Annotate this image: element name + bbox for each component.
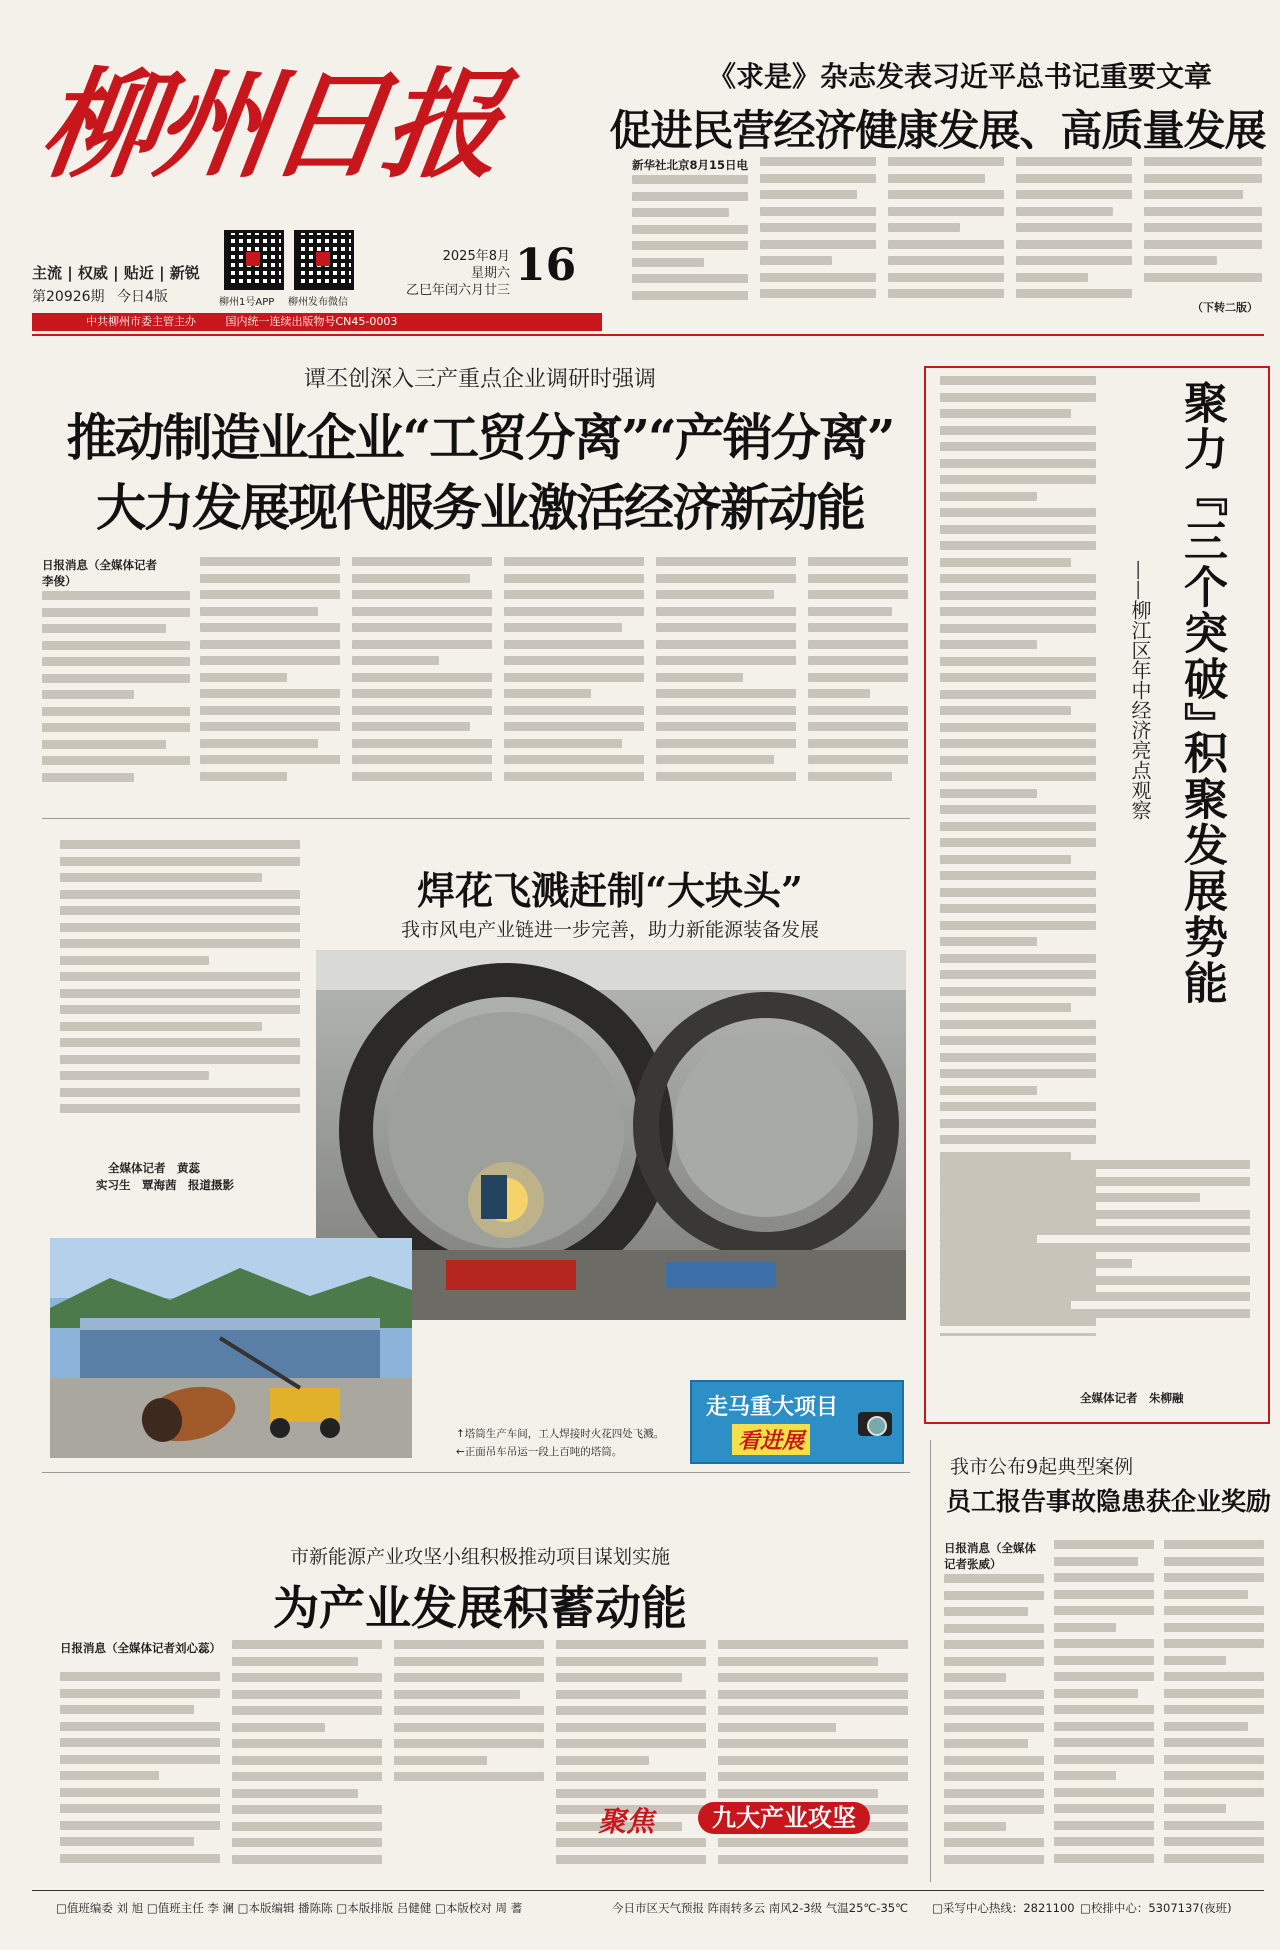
footer-proof: □校排中心：5307137(夜班) — [1080, 1901, 1232, 1915]
footer-editors: □值班编委 刘 旭 □值班主任 李 澜 □本版编辑 播陈陈 □本版排版 吕健健 □本版校对 周 蓍 — [56, 1901, 523, 1915]
masthead-logo — [32, 50, 602, 200]
energy-col-2 — [232, 1640, 382, 1876]
top-divider — [32, 334, 1264, 336]
energy-col-5 — [718, 1640, 908, 1876]
lead-story-lead: 日报消息（全媒体记者李俊） — [42, 558, 157, 588]
photo-caption-1: ↑塔筒生产车间，工人焊接时火花四处飞溅。 — [456, 1428, 665, 1440]
lead-col-1 — [42, 591, 190, 801]
lead-col-6 — [808, 557, 908, 807]
lead-col-5 — [656, 557, 796, 807]
major-project-badge[interactable] — [690, 1380, 904, 1464]
lead-story-headline-1[interactable]: 推动制造业企业“工贸分离”“产销分离” — [66, 408, 894, 467]
pages-text: 今日4版 — [117, 289, 168, 305]
lead-story-bottom-rule — [42, 818, 910, 819]
crane-tower-illustration — [50, 1238, 412, 1458]
case-story-kicker[interactable]: 我市公布9起典型案例 — [950, 1456, 1134, 1478]
side-story-byline: 全媒体记者 朱柳融 — [1080, 1391, 1184, 1405]
energy-col-3 — [394, 1640, 544, 1790]
top-col-3 — [888, 157, 1004, 315]
energy-story-kicker[interactable]: 市新能源产业攻坚小组积极推动项目谋划实施 — [289, 1546, 670, 1568]
feature-byline-2: 实习生 覃海茜 报道摄影 — [96, 1178, 234, 1192]
footer-hotline: □采写中心热线：2821100 — [932, 1901, 1075, 1915]
feature-subhead: 我市风电产业链进一步完善，助力新能源装备发展 — [400, 919, 819, 941]
top-col-5 — [1144, 157, 1262, 297]
feature-byline-1: 全媒体记者 黄蕊 — [108, 1161, 200, 1175]
top-story-lead: 新华社北京8月15日电 — [632, 158, 749, 172]
sponsor-text: 中共柳州市委主管主办 — [86, 315, 196, 328]
banner-word-2: 九大产业攻坚 — [698, 1802, 870, 1834]
issue-no-text: 第20926期 — [32, 289, 105, 305]
lead-col-2 — [200, 557, 340, 807]
photo-caption-2: ←正面吊车吊运一段上百吨的塔筒。 — [456, 1446, 623, 1458]
feature-bottom-rule — [42, 1472, 910, 1473]
day-number: 16 — [515, 240, 577, 291]
logo-text: 柳州日报 — [32, 55, 508, 194]
banner-word-1: 聚焦 — [598, 1805, 655, 1838]
energy-story-headline[interactable]: 为产业发展积蓄动能 — [273, 1581, 687, 1635]
side-story-body-lower — [940, 1160, 1250, 1330]
energy-col-1 — [60, 1672, 220, 1876]
top-story-kicker[interactable]: 《求是》杂志发表习近平总书记重要文章 — [707, 60, 1212, 93]
case-story-lead: 日报消息（全媒体记者张威） — [944, 1541, 1036, 1571]
column-divider — [930, 1440, 931, 1882]
badge-line-2: 看进展 — [732, 1424, 810, 1455]
lead-col-3 — [352, 557, 492, 807]
qr-code-wechat[interactable] — [294, 230, 354, 290]
energy-story-lead: 日报消息（全媒体记者刘心蕊） — [60, 1641, 221, 1655]
qr-code-app[interactable] — [224, 230, 284, 290]
footer-weather: 今日市区天气预报 阵雨转多云 南风2-3级 气温25℃-35℃ — [612, 1901, 908, 1915]
top-story-columns — [632, 175, 1262, 315]
issue-number — [32, 286, 168, 306]
qr1-label: 柳州1号APP — [219, 297, 275, 308]
masthead-bottom-bar — [32, 313, 602, 331]
top-col-2 — [760, 157, 876, 315]
lunar-text: 乙巳年闰六月廿三 — [405, 283, 510, 298]
qr2-label: 柳州发布微信 — [288, 297, 348, 308]
weekday-text: 星期六 — [470, 266, 510, 281]
date-text: 2025年8月 — [442, 249, 510, 264]
energy-col-4 — [556, 1640, 706, 1876]
case-col-3 — [1164, 1540, 1264, 1876]
date-block — [370, 248, 510, 299]
badge-line-1: 走马重大项目 — [706, 1394, 839, 1420]
top-col-4 — [1016, 157, 1132, 315]
case-col-2 — [1054, 1540, 1154, 1876]
side-story-headline-1[interactable]: 聚力『三个突破』 — [1176, 380, 1227, 748]
camera-icon — [858, 1412, 892, 1436]
lead-story-headline-2[interactable]: 大力发展现代服务业激活经济新动能 — [96, 478, 864, 537]
crane-tower-photo[interactable] — [50, 1238, 412, 1458]
masthead-slogans: 主流 | 权威 | 贴近 | 新锐 — [32, 264, 200, 282]
lead-story-kicker[interactable]: 谭丕创深入三产重点企业调研时强调 — [303, 367, 656, 392]
industry-banner[interactable] — [598, 1796, 878, 1840]
lead-col-4 — [504, 557, 644, 807]
footer-rule — [32, 1890, 1264, 1891]
side-story-subhead: ——柳江区年中经济亮点观察 — [1128, 560, 1152, 820]
case-story-headline[interactable]: 员工报告事故隐患获企业奖励 — [946, 1487, 1272, 1516]
top-story-continued[interactable]: （下转二版） — [1192, 301, 1258, 314]
cn-number-text: 国内统一连续出版物号CN45-0003 — [225, 315, 398, 328]
top-col-1 — [632, 175, 748, 315]
side-story-headline-2[interactable]: 积聚发展势能 — [1176, 730, 1227, 1006]
feature-headline[interactable]: 焊花飞溅赶制“大块头” — [417, 868, 803, 913]
feature-text-col — [60, 840, 300, 1150]
case-col-1 — [944, 1574, 1044, 1876]
top-story-headline[interactable]: 促进民营经济健康发展、高质量发展 — [609, 106, 1266, 155]
top-story-body — [632, 157, 1262, 315]
